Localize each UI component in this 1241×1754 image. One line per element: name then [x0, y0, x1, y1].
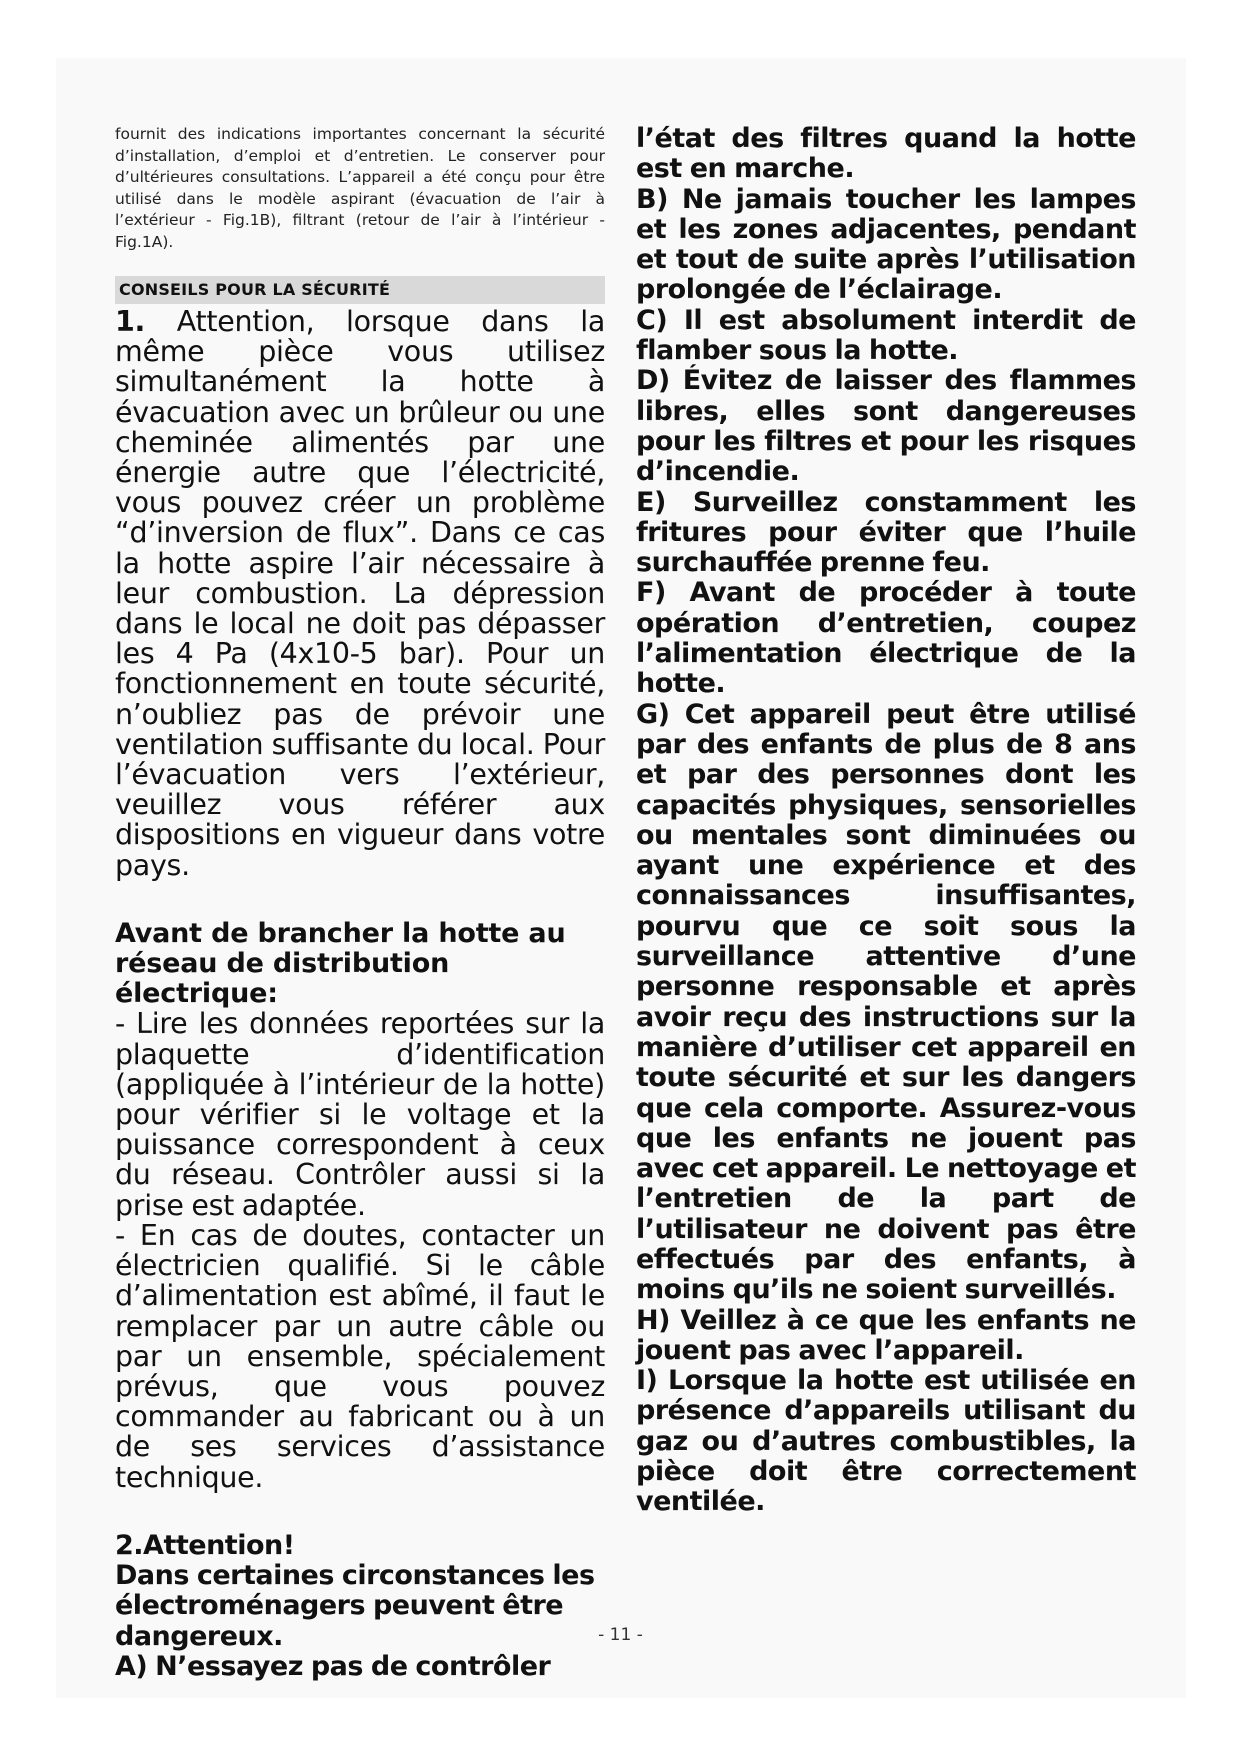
left-column	[115, 124, 605, 1682]
intro-paragraph: fournit des indications importantes concernant la sécurité d’installation, d’emploi et d’entretien. Le conserver pour d’ultérieures consultations. L’appareil a été conçu pour être utilisé dans le modèle aspirant (évacuation de l’air à l’extérieur - Fig.1B), filtrant (retour de l’air à l’intérieur - Fig.1A).	[115, 125, 605, 251]
warning-a-start: A) N’essayez pas de contrôler	[115, 1650, 551, 1682]
point-1-text: Attention, lorsque dans la même pièce vous utilisez simultanément la hotte à évacuation avec un brûleur ou une cheminée alimentés par une énergie autre que l’électricité, vous pouvez créer un problème “d’inversion de flux”. Dans ce cas la hotte aspire l’air nécessaire à leur combustion. La dépression dans le local ne doit pas dépasser les 4 Pa (4x10-5 bar). Pour un fonctionnement en toute sécurité, n’oubliez pas de prévoir une ventilation suffisante du local. Pour l’évacuation vers l’extérieur, veuillez vous référer aux dispositions en vigueur dans votre pays.	[115, 305, 605, 882]
warning-e: E) Surveillez constamment les fritures pour éviter que l’huile surchauffée prenne feu.	[636, 486, 1136, 579]
warning-i: I) Lorsque la hotte est utilisée en présence d’appareils utilisant du gaz ou d’autres combustibles, la pièce doit être correctement ventilée.	[636, 1365, 1136, 1518]
warning-f: F) Avant de procéder à toute opération d’entretien, coupez l’alimentation électrique de la hotte.	[636, 577, 1136, 700]
warning-c: C) Il est absolument interdit de flamber sous la hotte.	[636, 304, 1136, 367]
safety-section-header: CONSEILS POUR LA SÉCURITÉ	[115, 276, 605, 304]
warning-g: G) Cet appareil peut être utilisé par des enfants de plus de 8 ans et par des personnes dont les capacités physiques, sensorielles ou mentales sont diminuées ou ayant une expérience et des connaissances insuffisantes, pourvu que ce soit sous la surveillance attentive d’une personne responsable et après avoir reçu des instructions sur la manière d’utiliser cet appareil en toute sécurité et sur les dangers que cela comporte. Assurez-vous que les enfants ne jouent pas avec cet appareil. Le nettoyage et l’entretien de la part de l’utilisateur ne doivent pas être effectués par des enfants, à moins qu’ils ne soient surveillés.	[636, 698, 1136, 1306]
point-2-title: 2.Attention!	[115, 1529, 295, 1561]
point-1-paragraph	[115, 307, 605, 881]
page-number: - 11 -	[598, 1625, 643, 1645]
electric-item-1: - Lire les données reportées sur la plaquette d’identification (appliquée à l’intérieur de la hotte) pour vérifier si le voltage et la puissance correspondent à ceux du réseau. Contrôler aussi si la prise est adaptée.	[115, 1007, 605, 1222]
electric-heading: Avant de brancher la hotte au réseau de distribution électrique:	[115, 917, 566, 1010]
point-1-number: 1.	[115, 305, 146, 338]
electric-item-2: - En cas de doutes, contacter un électricien qualifié. Si le câble d’alimentation est abîmé, il faut le remplacer par un autre câble ou par un ensemble, spécialement prévus, que vous pouvez commander au fabricant ou à un de ses services d’assistance technique.	[115, 1218, 605, 1494]
warning-a-end: l’état des filtres quand la hotte est en marche.	[636, 123, 1136, 185]
point-2-intro: Dans certaines circonstances les électroménagers peuvent être dangereux.	[115, 1560, 595, 1652]
right-column	[636, 124, 1136, 1518]
warning-b: B) Ne jamais toucher les lampes et les zones adjacentes, pendant et tout de suite après l’utilisation prolongée de l’éclairage.	[636, 183, 1136, 306]
warning-d: D) Évitez de laisser des flammes libres, elles sont dangereuses pour les filtres et pour les risques d’incendie.	[636, 365, 1136, 488]
warning-h: H) Veillez à ce que les enfants ne jouent pas avec l’appareil.	[636, 1304, 1136, 1366]
